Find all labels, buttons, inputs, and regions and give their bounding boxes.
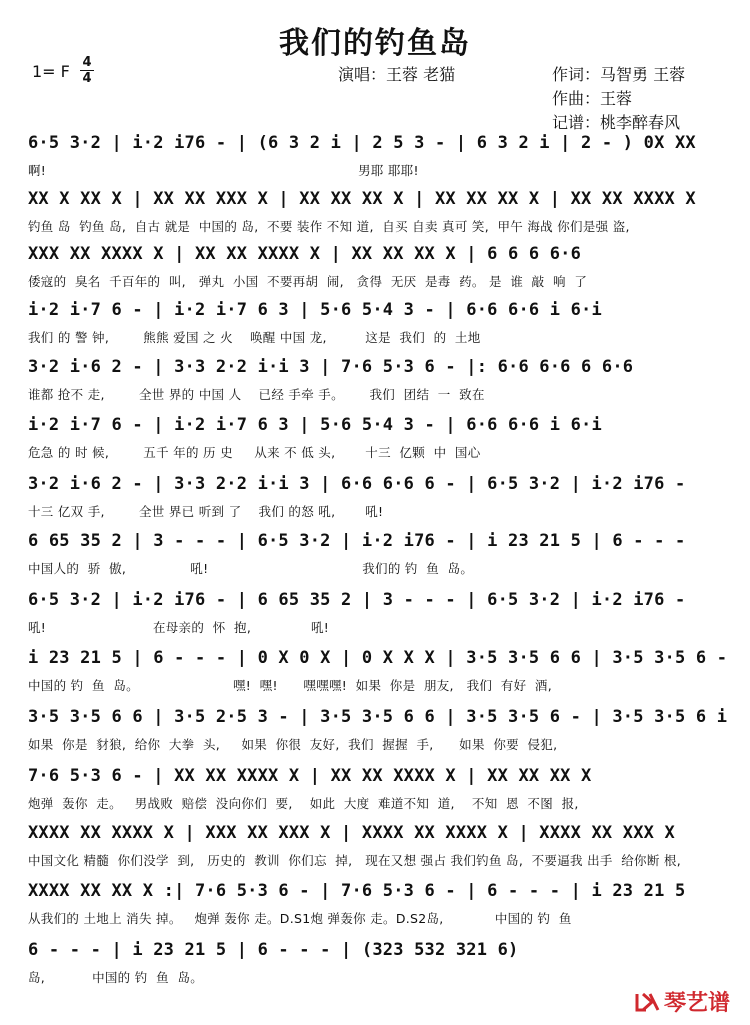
composer-credit: 作曲：王蓉	[552, 89, 633, 108]
time-sig-top: 4	[82, 55, 92, 70]
notation-line: XX X XX X | XX XX XXX X | XX XX XX X | XX XX XX X | XX XX XXXX X	[28, 189, 696, 209]
lyrics-line: 谁都 抢不 走, 全世 界的 中国 人 已经 手牵 手。 我们 团结 一 致在	[28, 387, 485, 402]
key-signature: 1= F	[32, 62, 70, 81]
time-sig-bottom: 4	[82, 71, 92, 86]
score-row	[28, 531, 718, 587]
notation-line: 6·5 3·2 | i·2 i76 - | (6 3 2 i | 2 5 3 - | 6 3 2 i | 2 - ) 0X XX	[28, 133, 696, 153]
score-row	[28, 133, 718, 189]
notation-line: 7·6 5·3 6 - | XX XX XXXX X | XX XX XXXX X | XX XX XX X	[28, 766, 592, 786]
lyrics-line: 倭寇的 臭名 千百年的 叫, 弹丸 小国 不要再胡 闹, 贪得 无厌 是毒 药。 是 谁 敲 响 了	[28, 274, 588, 289]
score-row	[28, 189, 718, 245]
lyrics-line: 啊! 男耶 耶耶!	[28, 163, 419, 178]
notation-line: 6 65 35 2 | 3 - - - | 6·5 3·2 | i·2 i76 - | i 23 21 5 | 6 - - -	[28, 531, 686, 551]
notation-line: i·2 i·7 6 - | i·2 i·7 6 3 | 5·6 5·4 3 - | 6·6 6·6 i 6·i	[28, 300, 602, 320]
score-row	[28, 244, 718, 300]
lyrics-line: 危急 的 时 候, 五千 年的 历 史 从来 不 低 头, 十三 亿颗 中 国心	[28, 445, 481, 460]
logo-icon	[634, 990, 660, 1014]
lyricist-credit: 作词：马智勇 王蓉	[552, 65, 686, 84]
lyrics-line: 吼! 在母亲的 怀 抱, 吼!	[28, 620, 330, 635]
score-row	[28, 881, 718, 937]
notation-line: 6·5 3·2 | i·2 i76 - | 6 65 35 2 | 3 - - - | 6·5 3·2 | i·2 i76 -	[28, 590, 686, 610]
score-row	[28, 474, 718, 530]
score-row	[28, 300, 718, 356]
lyrics-line: 我们 的 警 钟, 熊熊 爱国 之 火 唤醒 中国 龙, 这是 我们 的 土地	[28, 330, 481, 345]
score-row	[28, 415, 718, 471]
singer-credit: 演唱：王蓉 老猫	[338, 65, 456, 84]
notation-line: 3·2 i·6 2 - | 3·3 2·2 i·i 3 | 7·6 5·3 6 - |: 6·6 6·6 6 6·6	[28, 357, 634, 377]
notation-line: i 23 21 5 | 6 - - - | 0 X 0 X | 0 X X X | 3·5 3·5 6 6 | 3·5 3·5 6 -	[28, 648, 728, 668]
song-title: 我们的钓鱼岛	[279, 26, 471, 61]
lyrics-line: 中国文化 精髓 你们没学 到, 历史的 教训 你们忘 掉, 现在又想 强占 我们钓鱼 岛, 不要逼我 出手 给你断 根,	[28, 853, 682, 868]
notation-line: i·2 i·7 6 - | i·2 i·7 6 3 | 5·6 5·4 3 - | 6·6 6·6 i 6·i	[28, 415, 602, 435]
score-row	[28, 357, 718, 413]
lyrics-line: 十三 亿双 手, 全世 界已 听到 了 我们 的怒 吼, 吼!	[28, 504, 384, 519]
notation-line: 3·5 3·5 6 6 | 3·5 2·5 3 - | 3·5 3·5 6 6 | 3·5 3·5 6 - | 3·5 3·5 6 i	[28, 707, 728, 727]
notation-line: 6 - - - | i 23 21 5 | 6 - - - | (323 532 321 6)	[28, 940, 519, 960]
score-row	[28, 940, 718, 996]
lyrics-line: 炮弹 轰你 走。 男战败 赔偿 没向你们 要, 如此 大度 难道不知 道, 不知 恩 不图 报,	[28, 796, 579, 811]
lyrics-line: 中国人的 骄 傲, 吼! 我们的 钓 鱼 岛。	[28, 561, 474, 576]
lyrics-line: 岛, 中国的 钓 鱼 岛。	[28, 970, 204, 985]
notation-line: XXX XX XXXX X | XX XX XXXX X | XX XX XX X | 6 6 6 6·6	[28, 244, 582, 264]
score-row	[28, 648, 728, 704]
transcriber-credit: 记谱：桃李醉春风	[552, 113, 681, 132]
score-row	[28, 707, 728, 763]
notation-line: XXXX XX XXXX X | XXX XX XXX X | XXXX XX XXXX X | XXXX XX XXX X	[28, 823, 675, 843]
time-signature	[80, 56, 94, 85]
lyrics-line: 如果 你是 豺狼, 给你 大拳 头, 如果 你很 友好, 我们 握握 手, 如果 你要 侵犯,	[28, 737, 558, 752]
notation-line: 3·2 i·6 2 - | 3·3 2·2 i·i 3 | 6·6 6·6 6 - | 6·5 3·2 | i·2 i76 -	[28, 474, 686, 494]
score-row	[28, 766, 718, 822]
notation-line: XXXX XX XX X :| 7·6 5·3 6 - | 7·6 5·3 6 - | 6 - - - | i 23 21 5	[28, 881, 686, 901]
lyrics-line: 从我们的 土地上 消失 掉。 炮弹 轰你 走。D.S1炮 弹轰你 走。D.S2岛, 中国的 钓 鱼	[28, 911, 572, 926]
score-row	[28, 823, 718, 879]
lyrics-line: 中国的 钓 鱼 岛。 嘿! 嘿! 嘿嘿嘿! 如果 你是 朋友, 我们 有好 酒,	[28, 678, 553, 693]
site-logo[interactable]	[634, 986, 730, 1017]
score-row	[28, 590, 718, 646]
lyrics-line: 钓鱼 岛 钓鱼 岛, 自古 就是 中国的 岛, 不要 装作 不知 道, 自买 自卖 真可 笑, 甲午 海战 你们是强 盗,	[28, 219, 630, 234]
logo-text: 琴艺谱	[663, 991, 730, 1016]
